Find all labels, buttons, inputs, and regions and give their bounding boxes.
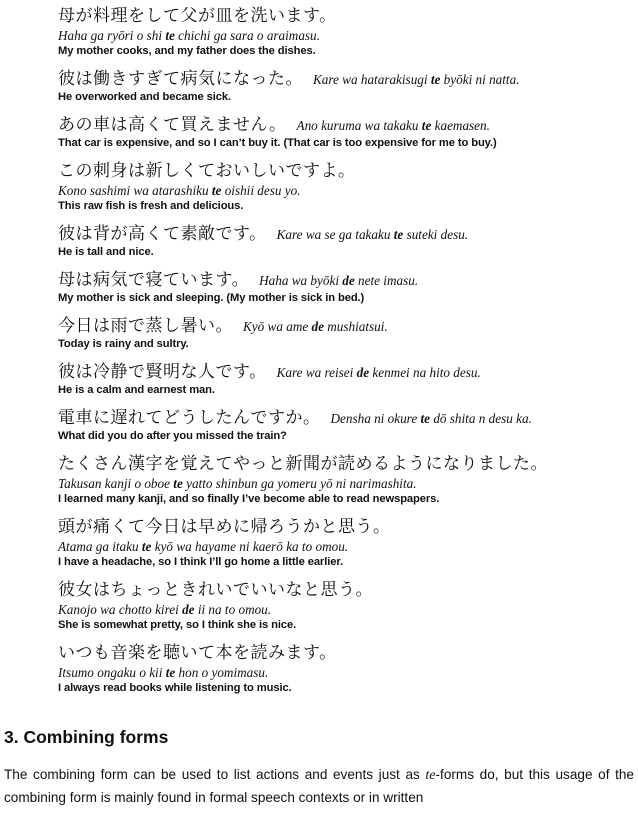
body-paragraph xyxy=(4,764,634,809)
japanese-line xyxy=(58,642,633,664)
romaji-part: Atama ga itaku xyxy=(58,539,142,554)
romaji-sentence xyxy=(313,72,520,88)
example-item xyxy=(58,269,633,306)
japanese-sentence: 母が料理をして父が皿を洗います。 xyxy=(58,6,337,26)
particle-highlight: te xyxy=(165,665,176,680)
romaji-part: Densha ni okure xyxy=(330,411,421,426)
japanese-line xyxy=(58,579,633,601)
japanese-sentence: この刺身は新しくておいしいですよ。 xyxy=(58,161,356,181)
romaji-part: kyō wa hayame ni kaerō ka to omou. xyxy=(151,539,349,554)
romaji-part: Haha wa byōki xyxy=(259,273,343,288)
romaji-part: dō shita n desu ka. xyxy=(430,411,532,426)
japanese-sentence: 母は病気で寝ています。 xyxy=(58,270,250,290)
romaji-sentence xyxy=(277,227,468,243)
romaji-sentence xyxy=(331,411,532,427)
japanese-line xyxy=(58,269,633,291)
romaji-part: oishii desu yo. xyxy=(221,183,301,198)
section-heading: 3. Combining forms xyxy=(4,727,169,747)
romaji-part: Ano kuruma wa takaku xyxy=(296,118,422,133)
romaji-part: Kare wa se ga takaku xyxy=(276,227,394,242)
romaji-part: Kyō wa ame xyxy=(243,319,312,334)
particle-highlight: de xyxy=(311,319,324,334)
particle-highlight: te xyxy=(420,411,431,426)
japanese-sentence: 彼は背が高くて素敵です。 xyxy=(58,224,267,244)
example-item xyxy=(58,160,633,214)
romaji-part: Kono sashimi wa atarashiku xyxy=(58,183,212,198)
paragraph-italic-te: te xyxy=(425,768,436,783)
japanese-line xyxy=(58,5,633,27)
romaji-part: Kanojo wa chotto kirei xyxy=(58,602,183,617)
japanese-sentence: 彼は働きすぎて病気になった。 xyxy=(58,69,303,89)
romaji-sentence xyxy=(243,319,388,335)
romaji-part: kenmei na hito desu. xyxy=(369,365,481,380)
romaji-sentence xyxy=(58,601,633,618)
japanese-line xyxy=(58,516,633,538)
romaji-sentence xyxy=(297,118,490,134)
particle-highlight: de xyxy=(182,602,195,617)
romaji-part: nete imasu. xyxy=(354,273,419,288)
romaji-part: Kare wa hatarakisugi xyxy=(313,72,431,87)
english-translation: He overworked and became sick. xyxy=(58,91,231,103)
english-translation: My mother cooks, and my father does the dishes. xyxy=(58,45,316,57)
romaji-part: Itsumo ongaku o kii xyxy=(58,665,166,680)
japanese-line xyxy=(58,223,633,245)
romaji-part: Takusan kanji o oboe xyxy=(58,476,174,491)
example-item xyxy=(58,516,633,570)
english-translation: My mother is sick and sleeping. (My mother is sick in bed.) xyxy=(58,292,365,304)
english-translation: I always read books while listening to music. xyxy=(58,682,292,694)
romaji-sentence xyxy=(58,182,633,199)
romaji-part: ii na to omou. xyxy=(194,602,272,617)
paragraph-text-2: -forms do, but this usage of the combining form is mainly found in formal speech contexts or in written xyxy=(4,767,634,805)
romaji-part: Haha ga ryōri o shi xyxy=(58,28,166,43)
example-item xyxy=(58,407,633,444)
english-translation: I have a headache, so I think I’ll go home a little earlier. xyxy=(58,556,343,568)
romaji-part: suteki desu. xyxy=(403,227,469,242)
japanese-sentence: 彼は冷静で賢明な人です。 xyxy=(58,362,267,382)
english-translation: I learned many kanji, and so finally I’ve become able to read newspapers. xyxy=(58,493,440,505)
particle-highlight: te xyxy=(421,118,432,133)
particle-highlight: te xyxy=(430,72,441,87)
japanese-line xyxy=(58,114,633,136)
romaji-sentence xyxy=(259,273,418,289)
example-item xyxy=(58,642,633,696)
japanese-sentence: いつも音楽を聴いて本を読みます。 xyxy=(58,643,337,663)
romaji-sentence xyxy=(58,475,633,492)
japanese-sentence: 彼女はちょっときれいでいいなと思う。 xyxy=(58,580,373,600)
romaji-sentence xyxy=(58,664,633,681)
romaji-sentence xyxy=(58,538,633,555)
japanese-sentence: 今日は雨で蒸し暑い。 xyxy=(58,316,233,336)
romaji-part: Kare wa reisei xyxy=(276,365,357,380)
japanese-sentence: たくさん漢字を覚えてやっと新聞が読めるようになりました。 xyxy=(58,454,548,474)
romaji-part: yatto shinbun ga yomeru yō ni narimashita. xyxy=(182,476,417,491)
english-translation: Today is rainy and sultry. xyxy=(58,338,189,350)
particle-highlight: te xyxy=(173,476,183,491)
english-translation: He is tall and nice. xyxy=(58,246,154,258)
japanese-sentence: 頭が痛くて今日は早めに帰ろうかと思う。 xyxy=(58,517,391,537)
english-translation: She is somewhat pretty, so I think she is nice. xyxy=(58,619,297,631)
japanese-sentence: 電車に遅れてどうしたんですか。 xyxy=(58,408,321,428)
paragraph-text-1: The combining form can be used to list actions and events just as xyxy=(4,767,426,782)
example-item xyxy=(58,223,633,260)
english-translation: That car is expensive, and so I can’t buy it. (That car is too expensive for me to buy.) xyxy=(58,137,497,149)
romaji-part: kaemasen. xyxy=(431,118,490,133)
particle-highlight: de xyxy=(356,365,370,380)
english-translation: He is a calm and earnest man. xyxy=(58,384,215,396)
romaji-sentence xyxy=(277,365,481,381)
romaji-part: hon o yomimasu. xyxy=(175,665,269,680)
example-item xyxy=(58,361,633,398)
japanese-sentence: あの車は高くて買えません。 xyxy=(58,115,287,135)
romaji-part: mushiatsui. xyxy=(323,319,388,334)
example-item xyxy=(58,315,633,352)
particle-highlight: de xyxy=(342,273,355,288)
particle-highlight: te xyxy=(211,183,222,198)
example-item xyxy=(58,453,633,507)
romaji-part: chichi ga sara o araimasu. xyxy=(174,28,320,43)
english-translation: What did you do after you missed the train? xyxy=(58,430,287,442)
japanese-line xyxy=(58,315,633,337)
particle-highlight: te xyxy=(165,28,175,43)
romaji-part: byōki ni natta. xyxy=(440,72,520,87)
particle-highlight: te xyxy=(393,227,404,242)
romaji-sentence xyxy=(58,27,633,44)
english-translation: This raw fish is fresh and delicious. xyxy=(58,200,244,212)
particle-highlight: te xyxy=(141,539,152,554)
japanese-line xyxy=(58,160,633,182)
example-list xyxy=(58,5,633,705)
japanese-line xyxy=(58,361,633,383)
example-item xyxy=(58,68,633,105)
japanese-line xyxy=(58,453,633,475)
example-item xyxy=(58,114,633,151)
japanese-line xyxy=(58,68,633,90)
japanese-line xyxy=(58,407,633,429)
example-item xyxy=(58,5,633,59)
example-item xyxy=(58,579,633,633)
